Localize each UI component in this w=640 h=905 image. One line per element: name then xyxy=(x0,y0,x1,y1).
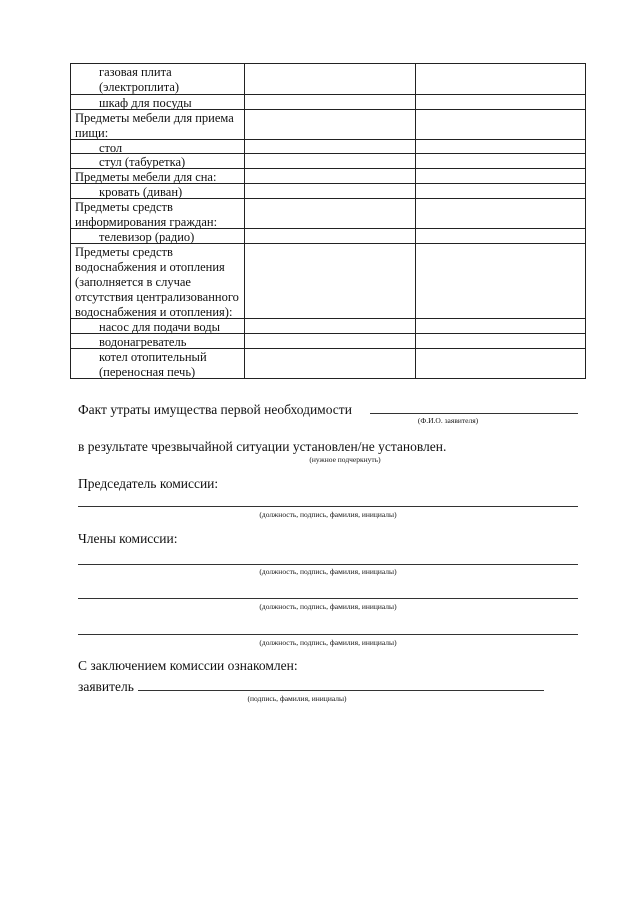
table-row xyxy=(71,64,585,94)
table-row xyxy=(71,153,585,168)
item-name-cell: Предметы средств водоснабжения и отопления (заполняется в случае отсутствия централизованного водоснабжения и отопления): xyxy=(71,244,245,318)
value-cell xyxy=(416,349,585,378)
value-cell xyxy=(245,110,416,139)
value-cell xyxy=(245,349,416,378)
value-cell xyxy=(245,169,416,183)
property-table xyxy=(70,63,586,379)
chairman-title: Председатель комиссии: xyxy=(78,476,219,491)
table-row xyxy=(71,198,585,228)
table-row xyxy=(71,109,585,139)
table-row xyxy=(71,168,585,183)
value-cell xyxy=(245,95,416,109)
item-name-cell: стол xyxy=(71,140,245,153)
table-row xyxy=(71,243,585,318)
value-cell xyxy=(245,154,416,168)
value-cell xyxy=(416,154,585,168)
value-cell xyxy=(245,140,416,153)
value-cell xyxy=(416,95,585,109)
applicant-label: заявитель xyxy=(78,679,134,694)
value-cell xyxy=(245,184,416,198)
fact-signature-line xyxy=(370,413,578,414)
member-caption-1: (должность, подпись, фамилия, инициалы) xyxy=(259,567,397,576)
item-name-cell: котел отопительный (переносная печь) xyxy=(71,349,245,378)
item-name-cell: телевизор (радио) xyxy=(71,229,245,243)
value-cell xyxy=(416,184,585,198)
member-signature-line-1 xyxy=(78,564,578,565)
value-cell xyxy=(416,169,585,183)
result-text: в результате чрезвычайной ситуации установлен/не установлен. xyxy=(78,439,447,454)
table-row xyxy=(71,94,585,109)
member-signature-line-3 xyxy=(78,634,578,635)
table-row xyxy=(71,318,585,333)
value-cell xyxy=(245,334,416,348)
value-cell xyxy=(416,319,585,333)
member-caption-2: (должность, подпись, фамилия, инициалы) xyxy=(259,602,397,611)
item-name-cell: шкаф для посуды xyxy=(71,95,245,109)
chairman-signature-line xyxy=(78,506,578,507)
value-cell xyxy=(416,334,585,348)
item-name-cell: насос для подачи воды xyxy=(71,319,245,333)
value-cell xyxy=(245,229,416,243)
item-name-cell: Предметы мебели для сна: xyxy=(71,169,245,183)
value-cell xyxy=(245,319,416,333)
item-name-cell: кровать (диван) xyxy=(71,184,245,198)
value-cell xyxy=(416,229,585,243)
fact-text: Факт утраты имущества первой необходимости xyxy=(78,402,352,417)
table-row xyxy=(71,183,585,198)
members-title: Члены комиссии: xyxy=(78,531,178,546)
chairman-caption: (должность, подпись, фамилия, инициалы) xyxy=(259,510,397,519)
item-name-cell: газовая плита (электроплита) xyxy=(71,64,245,94)
item-name-cell: Предметы средств информирования граждан: xyxy=(71,199,245,228)
acquainted-text: С заключением комиссии ознакомлен: xyxy=(78,658,298,673)
value-cell xyxy=(416,199,585,228)
applicant-signature-line xyxy=(138,690,544,691)
value-cell xyxy=(416,64,585,94)
item-name-cell: стул (табуретка) xyxy=(71,154,245,168)
table-row xyxy=(71,333,585,348)
item-name-cell: Предметы мебели для приема пищи: xyxy=(71,110,245,139)
result-caption: (нужное подчеркнуть) xyxy=(309,455,381,464)
value-cell xyxy=(245,199,416,228)
value-cell xyxy=(416,110,585,139)
applicant-caption: (подпись, фамилия, инициалы) xyxy=(247,694,347,703)
fact-caption: (Ф.И.О. заявителя) xyxy=(417,416,479,425)
value-cell xyxy=(416,244,585,318)
value-cell xyxy=(245,244,416,318)
item-name-cell: водонагреватель xyxy=(71,334,245,348)
value-cell xyxy=(245,64,416,94)
table-row xyxy=(71,348,585,378)
member-caption-3: (должность, подпись, фамилия, инициалы) xyxy=(259,638,397,647)
member-signature-line-2 xyxy=(78,598,578,599)
table-row xyxy=(71,139,585,153)
table-row xyxy=(71,228,585,243)
value-cell xyxy=(416,140,585,153)
